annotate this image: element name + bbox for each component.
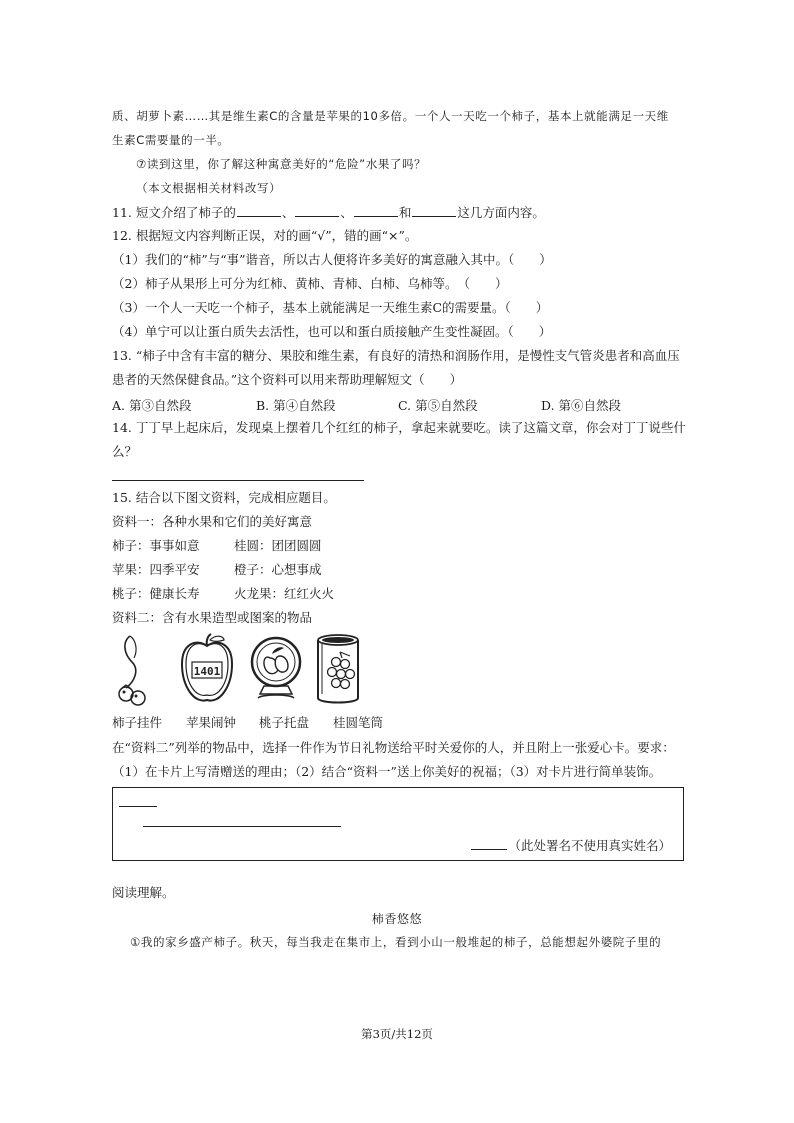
question-14-stem: 14. 丁丁早上起床后，发现桌上摆着几个红红的柿子，拿起来就要吃。读了这篇文章，你会对丁丁说些什 (112, 420, 686, 435)
paragraph-1: ①我的家乡盛产柿子。秋天，每当我走在集市上，看到小山一般堆起的柿子，总能想起外婆院子里的 (130, 935, 662, 949)
answer-blank[interactable] (237, 204, 281, 217)
answer-blank[interactable] (295, 204, 339, 217)
answer-line[interactable] (112, 480, 364, 481)
fruit-meaning: 桂圆：团团圆圆 (234, 538, 322, 553)
caption-clock: 苹果闹钟 (186, 715, 237, 730)
peach-tray-illustration (248, 632, 304, 708)
paragraph-7: ⑦读到这里，你了解这种寓意美好的“危险”水果了吗？ (136, 157, 427, 171)
question-12-item: （1）我们的“柿”与“事”谐音，所以古人便将许多美好的寓意融入其中。（ ） (112, 252, 552, 267)
task-requirements: （1）在卡片上写清赠送的理由；（2）结合“资料一”送上你美好的祝福；（3）对卡片进行简单装饰。 (112, 764, 662, 779)
signature-area: （此处署名不使用真实姓名） (470, 836, 671, 854)
option-d[interactable]: D. 第⑥自然段 (541, 398, 622, 413)
page-number: 第3页/共12页 (361, 1027, 433, 1041)
fruit-meaning: 橙子：心想事成 (234, 562, 322, 577)
section-heading: 阅读理解。 (112, 885, 175, 900)
question-13-stem: 13. “柿子中含有丰富的糖分、果胶和维生素，有良好的清热和润肠作用，是慢性支气管炎患者和高血压 (112, 348, 680, 363)
article-title: 柿香悠悠 (371, 912, 423, 926)
task-instruction: 在“资料二”列举的物品中，选择一件作为节日礼物送给平时关爱你的人，并且附上一张爱心卡。要求： (112, 740, 675, 755)
fruit-meaning: 苹果：四季平安 (112, 562, 200, 577)
persimmon-pendant-illustration (112, 632, 164, 708)
question-12-item: （4）单宁可以让蛋白质失去活性，也可以和蛋白质接触产生变性凝固。（ ） (112, 324, 552, 339)
message-line[interactable] (143, 826, 341, 827)
material-1-title: 资料一：各种水果和它们的美好寓意 (112, 514, 313, 529)
apple-clock-illustration (178, 632, 236, 708)
material-2-title: 资料二：含有水果造型或图案的物品 (112, 610, 313, 625)
source-note: （本文根据相关材料改写） (136, 181, 282, 195)
love-card-box[interactable] (112, 787, 684, 861)
signature-blank[interactable] (471, 837, 507, 850)
passage-line: 生素C需要量的一半。 (112, 133, 230, 147)
fruit-meaning: 桃子：健康长寿 (112, 586, 200, 601)
fruit-meaning: 柿子：事事如意 (112, 538, 200, 553)
option-c[interactable]: C. 第⑤自然段 (398, 398, 478, 413)
question-15-stem: 15. 结合以下图文资料，完成相应题目。 (112, 490, 336, 505)
question-14-stem: 么？ (112, 444, 138, 459)
option-b[interactable]: B. 第④自然段 (256, 398, 336, 413)
fruit-meaning: 火龙果：红红火火 (234, 586, 335, 601)
recipient-blank[interactable] (119, 806, 157, 807)
question-11: 11. 短文介绍了柿子的 、 、 和 这几方面内容。 (112, 205, 545, 220)
question-12-item: （3）一个人一天吃一个柿子，基本上就能满足一天维生素C的需要量。（ ） (112, 300, 549, 315)
caption-pen-holder: 桂圆笔筒 (333, 715, 384, 730)
answer-blank[interactable] (412, 204, 456, 217)
question-12-item: （2）柿子从果形上可分为红柿、黄柿、青柿、白柿、乌柿等。 （ ） (112, 276, 508, 291)
clock-digits: 1401 (193, 665, 221, 678)
caption-tray: 桃子托盘 (259, 715, 310, 730)
question-12-stem: 12. 根据短文内容判断正误，对的画“√”，错的画“×”。 (112, 228, 418, 243)
longan-pen-holder-illustration (314, 632, 364, 708)
question-13-stem: 患者的天然保健食品。”这个资料可以用来帮助理解短文（ ） (112, 372, 463, 387)
passage-line: 质、胡萝卜素……其是维生素C的含量是苹果的10多倍。一个人一天吃一个柿子，基本上就能满足一天维 (112, 109, 669, 123)
option-a[interactable]: A. 第③自然段 (112, 398, 192, 413)
answer-blank[interactable] (354, 204, 398, 217)
caption-pendant: 柿子挂件 (112, 715, 163, 730)
